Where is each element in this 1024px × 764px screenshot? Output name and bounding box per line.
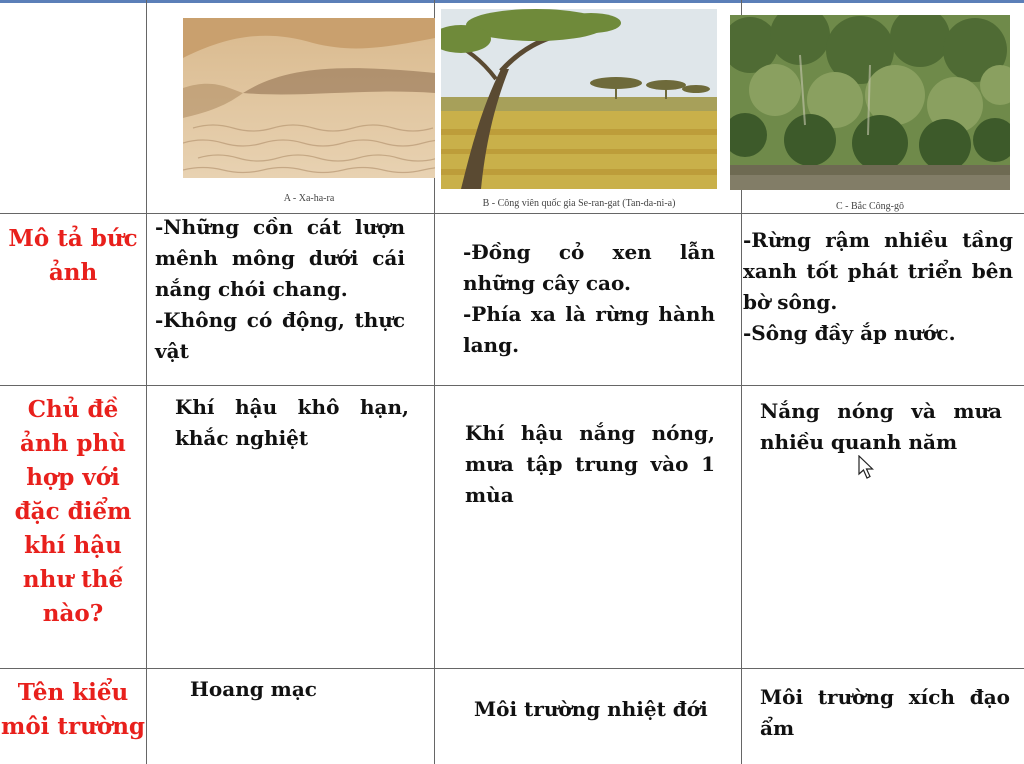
cell-line: -Rừng rậm nhiều tầng xanh tốt phát triển bên bờ sông. bbox=[743, 228, 1013, 314]
grid-hline-3 bbox=[0, 668, 1024, 669]
cell-description-a bbox=[155, 212, 405, 367]
cell-climate-c bbox=[760, 396, 1002, 458]
cell-line: Môi trường nhiệt đới bbox=[474, 697, 708, 721]
cell-description-b bbox=[463, 237, 715, 361]
mouse-pointer-icon bbox=[858, 455, 876, 481]
cell-climate-a bbox=[175, 392, 409, 454]
row-header-environment: Tên kiểu môi trường bbox=[0, 679, 146, 740]
congo-rainforest-photo bbox=[730, 15, 1010, 190]
cell-line: -Không có động, thực vật bbox=[155, 308, 405, 363]
row-header-climate: Chủ đề ảnh phù hợp với đặc điểm khí hậu như thế nào? bbox=[14, 396, 132, 627]
cell-line: -Phía xa là rừng hành lang. bbox=[463, 302, 715, 357]
cell-description-c bbox=[743, 225, 1013, 349]
cell-line: Khí hậu nắng nóng, mưa tập trung vào 1 mùa bbox=[465, 421, 715, 507]
cell-environment-a bbox=[190, 674, 410, 705]
photo-c-caption: C - Bắc Công-gô bbox=[835, 201, 905, 212]
cell-line: Môi trường xích đạo ẩm bbox=[760, 685, 1010, 740]
top-border bbox=[0, 0, 1024, 3]
cell-line: Nắng nóng và mưa nhiều quanh năm bbox=[760, 399, 1002, 454]
sahara-desert-photo bbox=[183, 18, 435, 178]
serengeti-savanna-photo bbox=[441, 9, 717, 189]
cell-line: Khí hậu khô hạn, khắc nghiệt bbox=[175, 395, 409, 450]
cell-line: -Những cồn cát lượn mênh mông dưới cái nắng chói chang. bbox=[155, 215, 405, 301]
cell-line: -Sông đầy ắp nước. bbox=[743, 321, 956, 345]
cell-environment-c bbox=[760, 682, 1010, 744]
photo-a-caption: A - Xa-ha-ra bbox=[283, 193, 335, 204]
cell-line: -Đồng cỏ xen lẫn những cây cao. bbox=[463, 240, 715, 295]
cell-line: Hoang mạc bbox=[190, 677, 317, 701]
cell-environment-b bbox=[474, 694, 724, 725]
photo-b-caption: B - Công viên quốc gia Se-ran-gat (Tan-da-ni-a) bbox=[482, 198, 676, 209]
grid-vline-1 bbox=[146, 0, 147, 764]
row-header-description: Mô tả bức ảnh bbox=[8, 225, 138, 286]
grid-hline-2 bbox=[0, 385, 1024, 386]
grid-hline-1 bbox=[0, 213, 1024, 214]
cell-climate-b bbox=[465, 418, 715, 511]
